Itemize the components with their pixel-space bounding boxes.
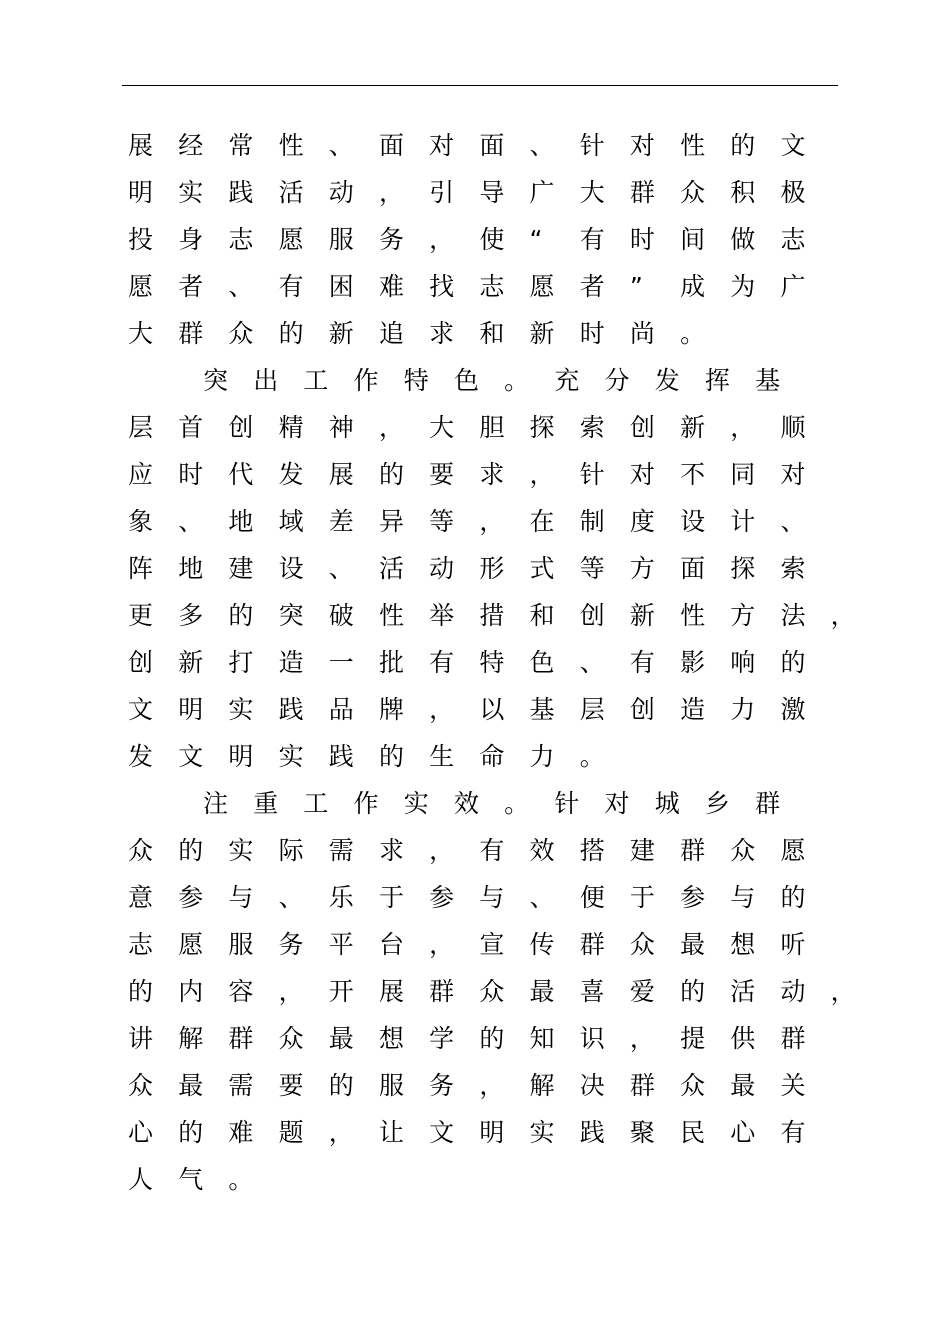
text-line: 突 出 工 作 特 色 。 充 分 发 挥 基 (203, 366, 781, 395)
text-line: 众 最 需 要 的 服 务 ， 解 决 群 众 最 关 (128, 1071, 806, 1100)
text-line: 心 的 难 题 ， 让 文 明 实 践 聚 民 心 有 (128, 1118, 806, 1147)
text-line: 象 、 地 域 差 异 等 ， 在 制 度 设 计 、 (128, 507, 806, 536)
text-line: 展 经 常 性 、 面 对 面 、 针 对 性 的 文 (128, 131, 806, 160)
text-line: 人 气 。 (128, 1165, 254, 1194)
text-line: 讲 解 群 众 最 想 学 的 知 识 ， 提 供 群 (128, 1024, 806, 1053)
text-line: 志 愿 服 务 平 台 ， 宣 传 群 众 最 想 听 (128, 930, 806, 959)
text-line: 明 实 践 活 动 ， 引 导 广 大 群 众 积 极 (128, 178, 806, 207)
text-line: 层 首 创 精 神 ， 大 胆 探 索 创 新 ， 顺 (128, 413, 806, 442)
text-line: 应 时 代 发 展 的 要 求 ， 针 对 不 同 对 (128, 460, 806, 489)
text-line: 文 明 实 践 品 牌 ， 以 基 层 创 造 力 激 (128, 695, 806, 724)
text-line: 众 的 实 际 需 求 ， 有 效 搭 建 群 众 愿 (128, 836, 806, 865)
header-rule (122, 85, 838, 86)
text-line: 创 新 打 造 一 批 有 特 色 、 有 影 响 的 (128, 648, 806, 677)
text-line: 意 参 与 、 乐 于 参 与 、 便 于 参 与 的 (128, 883, 806, 912)
text-line: 的 内 容 ， 开 展 群 众 最 喜 爱 的 活 动 ， (128, 977, 856, 1006)
text-line: 发 文 明 实 践 的 生 命 力 。 (128, 742, 605, 771)
text-line: 阵 地 建 设 、 活 动 形 式 等 方 面 探 索 (128, 554, 806, 583)
document-body (128, 122, 858, 1203)
text-line: 注 重 工 作 实 效 。 针 对 城 乡 群 (203, 789, 781, 818)
text-line: 大 群 众 的 新 追 求 和 新 时 尚 。 (128, 319, 706, 348)
text-line: 愿 者 、 有 困 难 找 志 愿 者 ” 成 为 广 (128, 272, 806, 301)
text-line: 投 身 志 愿 服 务 ， 使 “ 有 时 间 做 志 (128, 225, 806, 254)
text-line: 更 多 的 突 破 性 举 措 和 创 新 性 方 法 ， (128, 601, 856, 630)
